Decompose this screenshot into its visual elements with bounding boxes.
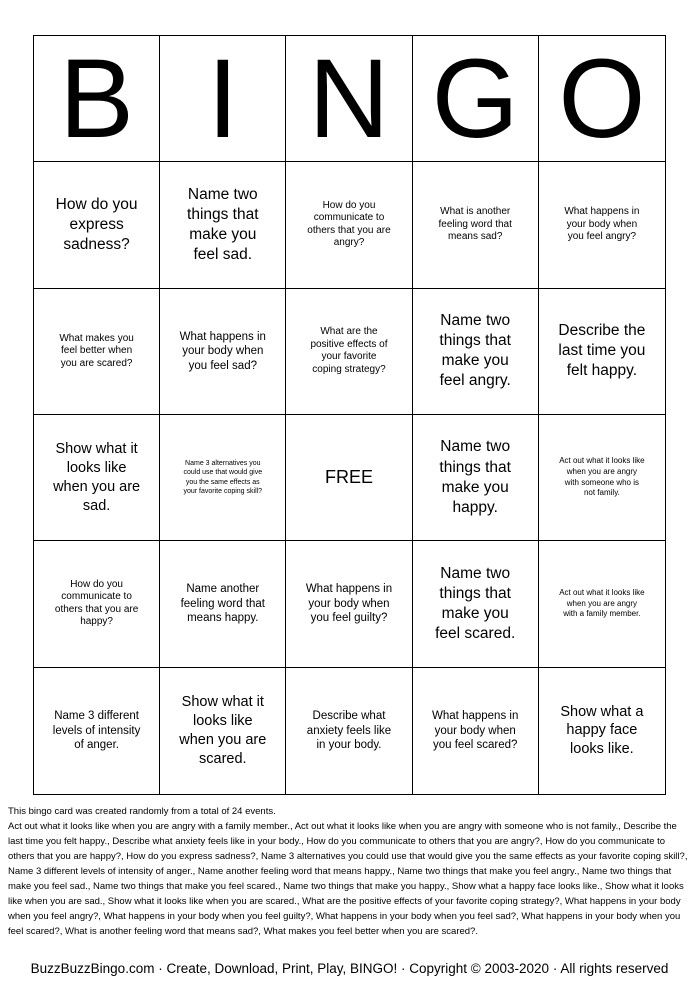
free-space: FREE — [286, 415, 412, 541]
bingo-cell-r4-c4: Name two things that make you feel scared. — [413, 541, 539, 667]
bingo-cell-r1-c3: How do you communicate to others that you are angry? — [286, 162, 412, 288]
bingo-cell-r4-c1: How do you communicate to others that you are happy? — [34, 541, 160, 667]
bingo-cell-r5-c4: What happens in your body when you feel scared? — [413, 668, 539, 794]
bingo-cell-r4-c5: Act out what it looks like when you are angry with a family member. — [539, 541, 665, 667]
bingo-cell-r5-c3: Describe what anxiety feels like in your body. — [286, 668, 412, 794]
bingo-cell-r1-c5: What happens in your body when you feel angry? — [539, 162, 665, 288]
bingo-cell-r4-c2: Name another feeling word that means happy. — [160, 541, 286, 667]
bingo-cell-r5-c2: Show what it looks like when you are scared. — [160, 668, 286, 794]
header-letter-n: N — [286, 36, 412, 162]
site-footer: BuzzBuzzBingo.com · Create, Download, Print, Play, BINGO! · Copyright © 2003-2020 · All rights reserved — [30, 961, 669, 976]
header-letter-o: O — [539, 36, 665, 162]
bingo-cell-r3-c1: Show what it looks like when you are sad. — [34, 415, 160, 541]
bingo-card — [33, 35, 666, 795]
card-description — [8, 804, 692, 939]
bingo-cell-r2-c5: Describe the last time you felt happy. — [539, 289, 665, 415]
bingo-cell-r2-c3: What are the positive effects of your favorite coping strategy? — [286, 289, 412, 415]
bingo-cell-r3-c4: Name two things that make you happy. — [413, 415, 539, 541]
bingo-cell-r2-c1: What makes you feel better when you are scared? — [34, 289, 160, 415]
header-letter-i: I — [160, 36, 286, 162]
bingo-cell-r3-c5: Act out what it looks like when you are angry with someone who is not family. — [539, 415, 665, 541]
bingo-cell-r3-c2: Name 3 alternatives you could use that would give you the same effects as your favorite coping skill? — [160, 415, 286, 541]
bingo-cell-r2-c4: Name two things that make you feel angry. — [413, 289, 539, 415]
description-intro: This bingo card was created randomly from a total of 24 events. — [8, 806, 276, 817]
bingo-cell-r5-c5: Show what a happy face looks like. — [560, 703, 644, 758]
bingo-cell-r4-c3: What happens in your body when you feel guilty? — [286, 541, 412, 667]
header-letter-g: G — [413, 36, 539, 162]
bingo-cell-r2-c2: What happens in your body when you feel sad? — [160, 289, 286, 415]
bingo-cell-r1-c1: How do you express sadness? — [34, 162, 160, 288]
bingo-cell-r1-c4: What is another feeling word that means sad? — [413, 162, 539, 288]
bingo-cell-r5-c1: Name 3 different levels of intensity of anger. — [34, 668, 160, 794]
bingo-cell-r1-c2: Name two things that make you feel sad. — [160, 162, 286, 288]
description-events: Act out what it looks like when you are angry with a family member., Act out what it looks like when you are angry with someone who is not family., Describe the last time you felt happy., Describe what anxiety feels like in your body., How do you communicate to others that you are angry?, How do you communicate to others that you are happy?, How do you express sadness?, Name 3 alternatives you could use that would give you the same effects as your favorite coping skill?, Name 3 different levels of intensity of anger., Name another feeling word that means happy., Name two things that make you feel angry., Name two things that make you feel sad., Name two things that make you feel scared., Name two things that make you happy., Show what a happy face looks like., Show what it looks like when you are sad., Show what it looks like when you are scared., What are the positive effects of your favorite coping strategy?, What happens in your body when you feel angry?, What happens in your body when you feel guilty?, What happens in your body when you feel sad?, What happens in your body when you feel scared?, What is another feeling word that means sad?, What makes you feel better when you are scared?. — [8, 821, 688, 937]
header-letter-b: B — [34, 36, 160, 162]
